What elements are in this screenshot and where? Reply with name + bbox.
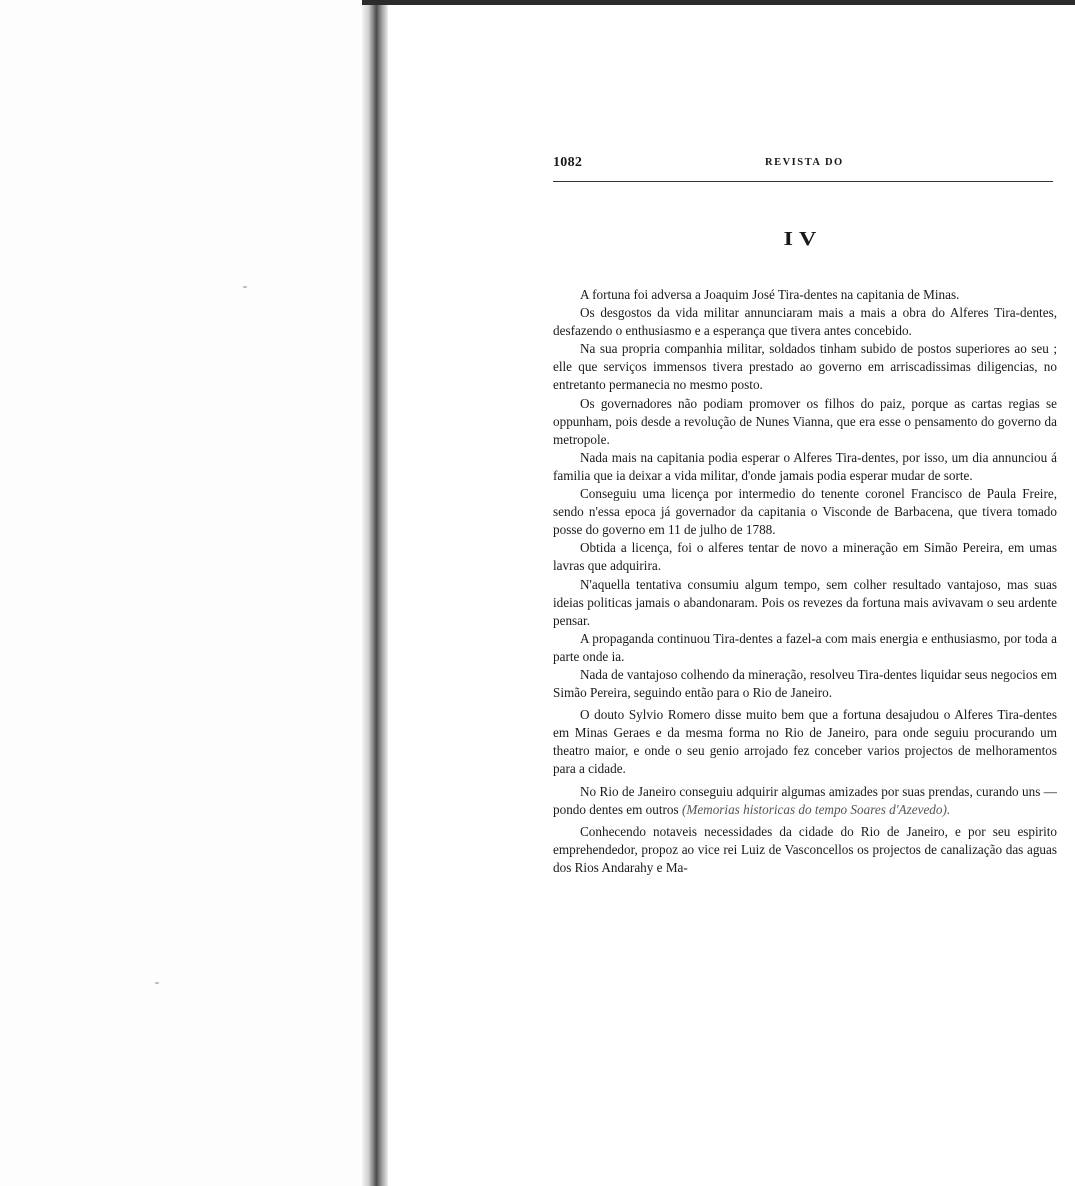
paragraph: Os desgostos da vida militar annunciaram mais a mais a obra do Alferes Tira-dentes, desfazendo o enthusiasmo e a esperança que tivera antes concebido. [553,305,1057,339]
paragraph [553,783,1057,819]
journal-title: REVISTA DO [765,157,844,168]
paper-speck [243,286,247,288]
paragraph: N'aquella tentativa consumiu algum tempo, sem colher resultado vantajoso, mas suas ideias politicas jamais o abandonaram. Pois os revezes da fortuna mais avivavam o seu ardente pensar. [553,576,1057,628]
paragraph: Na sua propria companhia militar, soldados tinham subido de postos superiores ao seu ; elle que serviços immensos tivera prestado ao governo em arriscadissimas diligencias, no entretanto permanecia no mesmo posto. [553,341,1057,393]
paragraph: Nada mais na capitania podia esperar o Alferes Tira-dentes, por isso, um dia annunciou á familia que ia deixar a vida militar, d'onde jamais podia esperar mudar de sorte. [553,449,1057,483]
running-header [553,155,1053,182]
chapter-heading: IV [783,228,823,251]
page-number: 1082 [553,155,583,170]
chapter-body [553,286,1057,877]
paragraph: Os governadores não podiam promover os filhos do paiz, porque as cartas regias se oppunham, pois desde a revolução de Nunes Vianna, que era esse o pensamento do governo da metropole. [553,395,1057,447]
paragraph: O douto Sylvio Romero disse muito bem que a fortuna desajudou o Alferes Tira-dentes em Minas Geraes e da mesma forma no Rio de Janeiro, para onde seguiu procurando um theatro maior, e onde o seu genio arrojado fez conceber varios projectos de melhoramentos para a cidade. [553,707,1057,777]
paper-speck [155,982,159,984]
paragraph: Conseguiu uma licença por intermedio do tenente coronel Francisco de Paula Freire, sendo n'essa epoca já governador da capitania o Visconde de Barbacena, que tivera tomado posse do governo em 11 de julho de 1788. [553,486,1057,538]
paragraph: Conhecendo notaveis necessidades da cidade do Rio de Janeiro, e por seu espirito emprehendedor, propoz ao vice rei Luiz de Vasconcellos os projectos de canalização das aguas dos Rios Andarahy e Ma- [553,823,1057,875]
blank-facing-page [0,0,362,1186]
paragraph: A propaganda continuou Tira-dentes a fazel-a com mais energia e enthusiasmo, por toda a parte onde ia. [553,630,1057,664]
citation: (Memorias historicas do tempo Soares d'Azevedo). [681,801,951,817]
paragraph: Nada de vantajoso colhendo da mineração, resolveu Tira-dentes liquidar seus negocios em Simão Pereira, seguindo então para o Rio de Janeiro. [553,666,1057,701]
paragraph: A fortuna foi adversa a Joaquim José Tira-dentes na capitania de Minas. [580,287,960,302]
paragraph: Obtida a licença, foi o alferes tentar de novo a mineração em Simão Pereira, em umas lavras que adquirira. [553,540,1057,574]
book-gutter [362,0,388,1186]
paragraph-text: No Rio de Janeiro conseguiu adquirir algumas amizades por suas prendas, curando uns — pondo dentes em outros [553,783,1057,817]
